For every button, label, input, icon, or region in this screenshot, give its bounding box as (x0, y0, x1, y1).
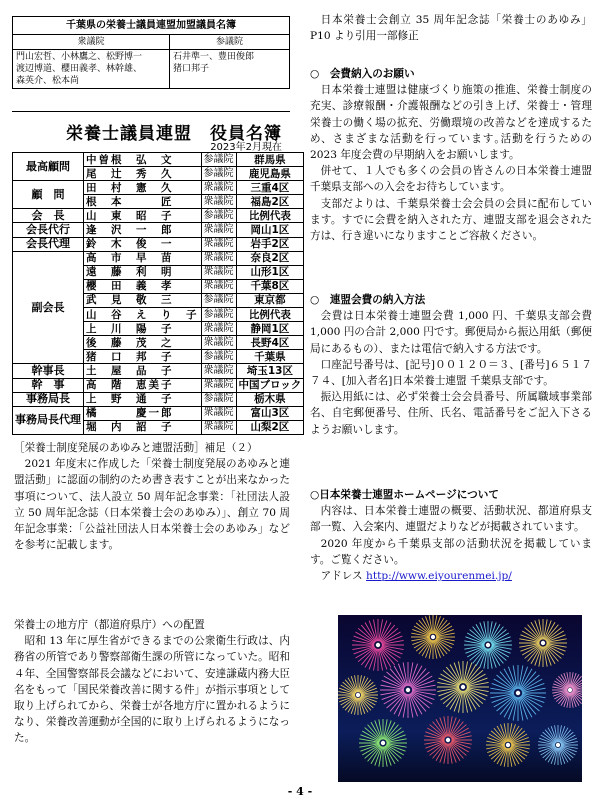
officer-district: 長野4区 (236, 336, 304, 350)
officer-district: 中国ブロック (236, 378, 304, 392)
officer-house: 衆議院 (201, 265, 236, 279)
members-table (12, 16, 290, 89)
history-section (14, 440, 290, 553)
citation: 日本栄養士会創立 35 周年記念誌「栄養士のあゆみ」P10 より引用一部修正 (310, 14, 592, 43)
officer-role: 会長代行 (13, 223, 84, 237)
officer-district: 福島2区 (236, 195, 304, 209)
officer-name: 堀 内 詔 子 (84, 420, 202, 434)
house-reps-names: 門山宏哲、小林鷹之、松野博一 渡辺博道、櫻田義孝、林幹雄、 森英介、松本尚 (13, 50, 170, 89)
officer-district: 山形1区 (236, 265, 304, 279)
officers-title: 栄養士議員連盟 役員名簿 (66, 124, 282, 144)
placement-para: 昭和 13 年に厚生省ができるまでの公衆衛生行政は、内務省の所管であり警察部衛生課の所管になっていた。昭和４年、全国警察部長会議などにおいて、安達謙蔵内務大臣名をもって「国民栄養改善に関する件」が指示事項として取り上げられてから、栄養士が各地方庁に置かれるようになり、栄養改善運動が全国的に取り上げられるようになった。 (14, 635, 290, 745)
officer-district: 奈良2区 (236, 251, 304, 265)
officer-house: 衆議院 (201, 336, 236, 350)
officer-row (13, 406, 304, 420)
homepage-link[interactable]: http://www.eiyourenmei.jp/ (366, 570, 512, 583)
officer-house: 衆議院 (201, 181, 236, 195)
col-councillors: 参議院 (170, 35, 290, 50)
officer-district: 千葉8区 (236, 279, 304, 293)
officer-role: 事務局長代理 (13, 406, 84, 434)
councillors-names: 石井準一、豊田俊郎 猪口邦子 (170, 50, 290, 89)
officer-district: 岩手2区 (236, 237, 304, 251)
homepage-address (310, 568, 592, 584)
payment-heading: ○ 連盟会費の納入方法 (310, 294, 426, 306)
officer-name: 逢 沢 一 郎 (84, 223, 202, 237)
members-title: 千葉県の栄養士議員連盟加盟議員名簿 (66, 20, 236, 31)
homepage-section (310, 487, 592, 584)
officer-name: 田 村 憲 久 (84, 181, 202, 195)
officers-date: 2023年2月現在 (210, 142, 282, 153)
officer-district: 栃木県 (236, 392, 304, 406)
officer-district: 三重4区 (236, 181, 304, 195)
officer-row (13, 251, 304, 265)
officer-district: 千葉県 (236, 350, 304, 364)
officer-role: 顧 問 (13, 181, 84, 209)
payment-para-1: 会費は日本栄養士連盟会費 1,000 円、千葉県支部会費 1,000 円の合計 2,000 円です。郵便局から振込用紙（郵便局にあるもの）、または電信で納入する方法です。 (310, 310, 592, 355)
officer-district: 東京都 (236, 293, 304, 307)
officer-role: 副会長 (13, 251, 84, 364)
officer-name: 遠 藤 利 明 (84, 265, 202, 279)
homepage-para-1: 内容は、日本栄養士連盟の概要、活動状況、都道府県支部一覧、入会案内、連盟だよりなどが掲載されています。 (310, 505, 592, 534)
officer-district: 比例代表 (236, 308, 304, 322)
officer-house: 参議院 (201, 350, 236, 364)
officer-name: 橘 慶一郎 (84, 406, 202, 420)
officer-row (13, 181, 304, 195)
officer-row (13, 223, 304, 237)
officer-name: 高 市 早 苗 (84, 251, 202, 265)
officer-row (13, 237, 304, 251)
officer-district: 富山3区 (236, 406, 304, 420)
fee-heading: ○ 会費納入のお願い (310, 68, 415, 80)
officer-house: 衆議院 (201, 223, 236, 237)
officer-district: 静岡1区 (236, 322, 304, 336)
fee-section (310, 66, 592, 244)
officer-house: 参議院 (201, 293, 236, 307)
officer-house: 衆議院 (201, 378, 236, 392)
officer-house: 参議院 (201, 209, 236, 223)
officer-house: 参議院 (201, 308, 236, 322)
officer-row (13, 209, 304, 223)
officer-name: 高 階 恵美子 (84, 378, 202, 392)
homepage-para-2: 2020 年度から千葉県支部の活動状況を掲載しています。ご覧ください。 (310, 537, 592, 566)
homepage-heading: ○日本栄養士連盟ホームページについて (310, 489, 499, 501)
page-number: - 4 - (287, 785, 313, 798)
officer-name: 中曽根 弘 文 (84, 153, 202, 167)
officer-name: 上 野 通 子 (84, 392, 202, 406)
officer-name: 鈴 木 俊 一 (84, 237, 202, 251)
officers-header (12, 111, 290, 152)
officer-house: 衆議院 (201, 322, 236, 336)
officer-house: 衆議院 (201, 364, 236, 378)
officer-row (13, 378, 304, 392)
officer-house: 衆議院 (201, 406, 236, 420)
officer-district: 鹿児島県 (236, 167, 304, 181)
fireworks-image (338, 615, 582, 782)
officer-house: 衆議院 (201, 279, 236, 293)
officer-district: 群馬県 (236, 153, 304, 167)
officer-district: 埼玉13区 (236, 364, 304, 378)
officer-house: 参議院 (201, 392, 236, 406)
placement-section (14, 617, 290, 747)
payment-section (310, 292, 592, 438)
history-heading: ［栄養士制度発展のあゆみと連盟活動］補足（２） (14, 442, 258, 454)
officer-house: 衆議院 (201, 251, 236, 265)
officer-name: 根 本 匠 (84, 195, 202, 209)
officer-name: 土 屋 品 子 (84, 364, 202, 378)
officer-name: 山 谷 え り 子 (84, 308, 202, 322)
fee-para-1: 日本栄養士連盟は健康づくり施策の推進、栄養士制度の充実、診療報酬・介護報酬などの引き上げ、栄養士・管理栄養士の働く場の拡充、労働環境の改善などを達成するため、さまざまな活動を行っています｡活動を行うための 2023 年度会費の早期納入をお願いします。 (310, 84, 592, 162)
officer-house: 衆議院 (201, 195, 236, 209)
officer-name: 後 藤 茂 之 (84, 336, 202, 350)
officer-name: 猪 口 邦 子 (84, 350, 202, 364)
officer-role: 会 長 (13, 209, 84, 223)
officer-house: 衆議院 (201, 237, 236, 251)
officer-name: 櫻 田 義 孝 (84, 279, 202, 293)
officer-row (13, 153, 304, 167)
officer-name: 上 川 陽 子 (84, 322, 202, 336)
col-house-reps: 衆議院 (13, 35, 170, 50)
officer-role: 会長代理 (13, 237, 84, 251)
officer-role: 事務局長 (13, 392, 84, 406)
officer-role: 幹事長 (13, 364, 84, 378)
officer-role: 最高顧問 (13, 153, 84, 181)
payment-para-3: 振込用紙には、必ず栄養士会会員番号、所属職域事業部名、自宅郵便番号、住所、氏名、電話番号をご記入下さるようお願いします。 (310, 391, 592, 436)
fee-para-2: 併せて、１人でも多くの会員の皆さんの日本栄養士連盟千葉県支部への入会をお待ちしています。 (310, 165, 592, 194)
officer-role: 幹 事 (13, 378, 84, 392)
address-label: アドレス (320, 570, 363, 583)
officer-name: 山 東 昭 子 (84, 209, 202, 223)
payment-para-2: 口座記号番号は、[記号]００１２０＝３、[番号]６５１７７４、[加入者名]日本栄養士連盟 千葉県支部です。 (310, 358, 592, 388)
officer-row (13, 364, 304, 378)
officer-name: 武 見 敬 三 (84, 293, 202, 307)
officer-district: 岡山1区 (236, 223, 304, 237)
officer-house: 参議院 (201, 153, 236, 167)
officers-table (12, 152, 304, 435)
officer-name: 尾 辻 秀 久 (84, 167, 202, 181)
history-para: 2021 年度末に作成した「栄養士制度発展のあゆみと連盟活動」に認面の制約のため書き表すことが出来なかった事項について、法人設立 50 周年記念事業：「社団法人設立 50 周年記念誌（日本栄養士会のあゆみ）」、創立 70 周年記念事業：「公益社団法人日本栄養士会のあゆみ」などを参考に記載します。 (14, 458, 290, 552)
placement-heading: 栄養士の地方庁（都道府県庁）への配置 (14, 619, 205, 631)
officer-district: 山梨2区 (236, 420, 304, 434)
fee-para-3: 支部だよりは、千葉県栄養士会会員の会員に配布しています。すでに会費を納入された方、連盟支部を退会された方は、行き違いになりますことご容赦ください。 (310, 197, 592, 243)
officer-house: 衆議院 (201, 420, 236, 434)
officer-house: 参議院 (201, 167, 236, 181)
officer-district: 比例代表 (236, 209, 304, 223)
officer-row (13, 392, 304, 406)
